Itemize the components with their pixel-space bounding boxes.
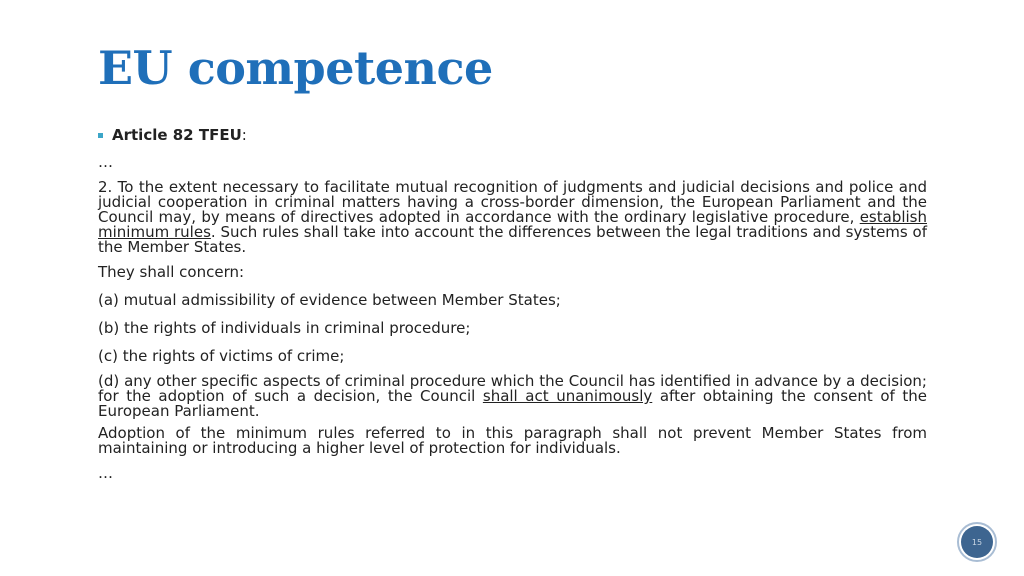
- slide-number-button[interactable]: [957, 522, 997, 562]
- paragraph-2-underlined: establish minimum rules: [98, 208, 927, 241]
- item-a: (a) mutual admissibility of evidence between Member States;: [98, 291, 561, 309]
- item-d: [98, 374, 927, 419]
- slide-number-icon: [961, 526, 993, 558]
- paragraph-adoption: Adoption of the minimum rules referred to in this paragraph shall not prevent Member States from maintaining or introducing a higher level of protection for individuals.: [98, 424, 927, 457]
- paragraph-2: [98, 180, 927, 255]
- item-b: (b) the rights of individuals in criminal procedure;: [98, 319, 471, 337]
- item-d-text-b: after obtaining the consent of the European Parliament.: [98, 387, 927, 420]
- article-label: Article 82 TFEU: [112, 126, 242, 144]
- item-d-text-a: (d) any other specific aspects of criminal procedure which the Council has identified in advance by a decision; for the adoption of such a decision, the Council: [98, 372, 927, 405]
- article-colon: :: [241, 126, 247, 144]
- page-number: 15: [971, 537, 983, 547]
- item-c: (c) the rights of victims of crime;: [98, 347, 345, 365]
- paragraph-concern: They shall concern:: [98, 263, 245, 281]
- slide-body: [98, 124, 927, 491]
- bullet-article: [98, 124, 927, 146]
- square-bullet-icon: [98, 133, 103, 138]
- paragraph-2-text-b: . Such rules shall take into account the differences between the legal traditions and systems of the Member States.: [98, 223, 928, 256]
- item-d-underlined: shall act unanimously: [482, 387, 653, 405]
- ellipsis-bottom: …: [98, 464, 113, 482]
- paragraph-2-text-a: 2. To the extent necessary to facilitate mutual recognition of judgments and judicial decisions and police and judicial cooperation in criminal matters having a cross-border dimension, the European Parliament and the Council may, by means of directives adopted in accordance with the ordinary legislative procedure,: [98, 178, 927, 226]
- ellipsis-top: …: [98, 153, 113, 171]
- slide-title: EU competence: [98, 41, 493, 95]
